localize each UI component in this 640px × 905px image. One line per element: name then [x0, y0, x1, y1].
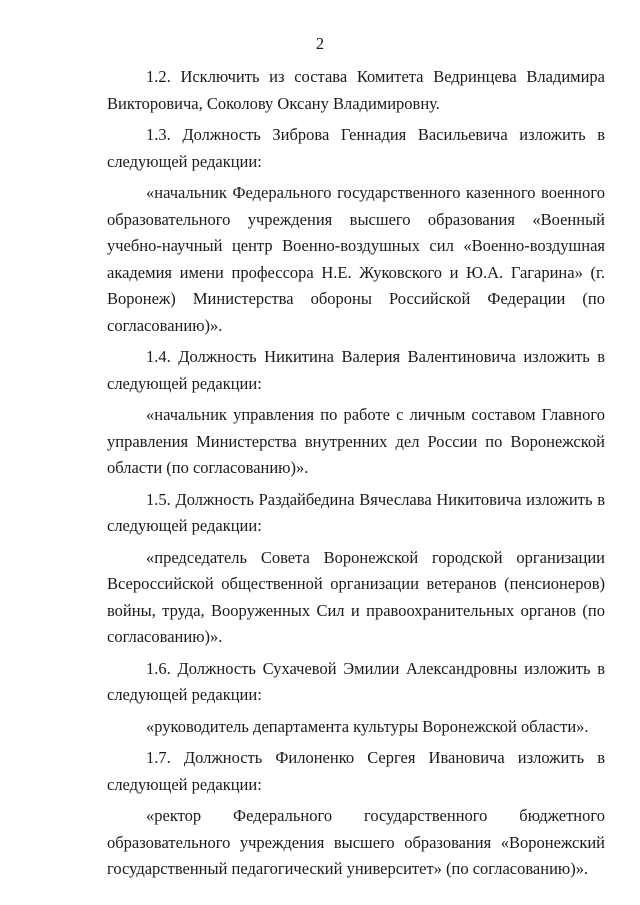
paragraph-1-7-quote: «ректор Федерального государственного бюджетного образовательного учреждения высшего образования «Воронежский государственный педагогический университет» (по согласованию)».: [107, 806, 605, 878]
paragraph-1-3-quote: «начальник Федерального государственного казенного военного образовательного учреждения высшего образования «Военный учебно-научный центр Военно-воздушных сил «Военно-воздушная академия имени профессора Н.Е. Жуковского и Ю.А. Гагарина» (г. Воронеж) Министерства обороны Российской Федерации (по согласованию)».: [107, 183, 605, 335]
paragraph-1-6: 1.6. Должность Сухачевой Эмилии Александровны изложить в следующей редакции:: [107, 658, 605, 704]
paragraph-1-6-quote: «руководитель департамента культуры Воронежской области».: [146, 716, 589, 736]
paragraph-1-4-quote: «начальник управления по работе с личным составом Главного управления Министерства внутренних дел России по Воронежской области (по согласованию)».: [107, 405, 605, 477]
document-body: [107, 64, 605, 888]
paragraph-1-3: 1.3. Должность Зиброва Геннадия Васильевича изложить в следующей редакции:: [107, 125, 605, 171]
paragraph-1-7: 1.7. Должность Филоненко Сергея Ивановича изложить в следующей редакции:: [107, 748, 605, 794]
paragraph-1-5: 1.5. Должность Раздайбедина Вячеслава Никитовича изложить в следующей редакции:: [107, 489, 605, 535]
paragraph-1-4: 1.4. Должность Никитина Валерия Валентиновича изложить в следующей редакции:: [107, 347, 605, 393]
paragraph-1-2: 1.2. Исключить из состава Комитета Ведринцева Владимира Викторовича, Соколову Оксану Владимировну.: [107, 67, 605, 113]
paragraph-1-5-quote: «председатель Совета Воронежской городской организации Всероссийской общественной организации ветеранов (пенсионеров) войны, труда, Вооруженных Сил и правоохранительных органов (по согласованию)».: [107, 547, 605, 646]
page-number: 2: [315, 34, 325, 53]
